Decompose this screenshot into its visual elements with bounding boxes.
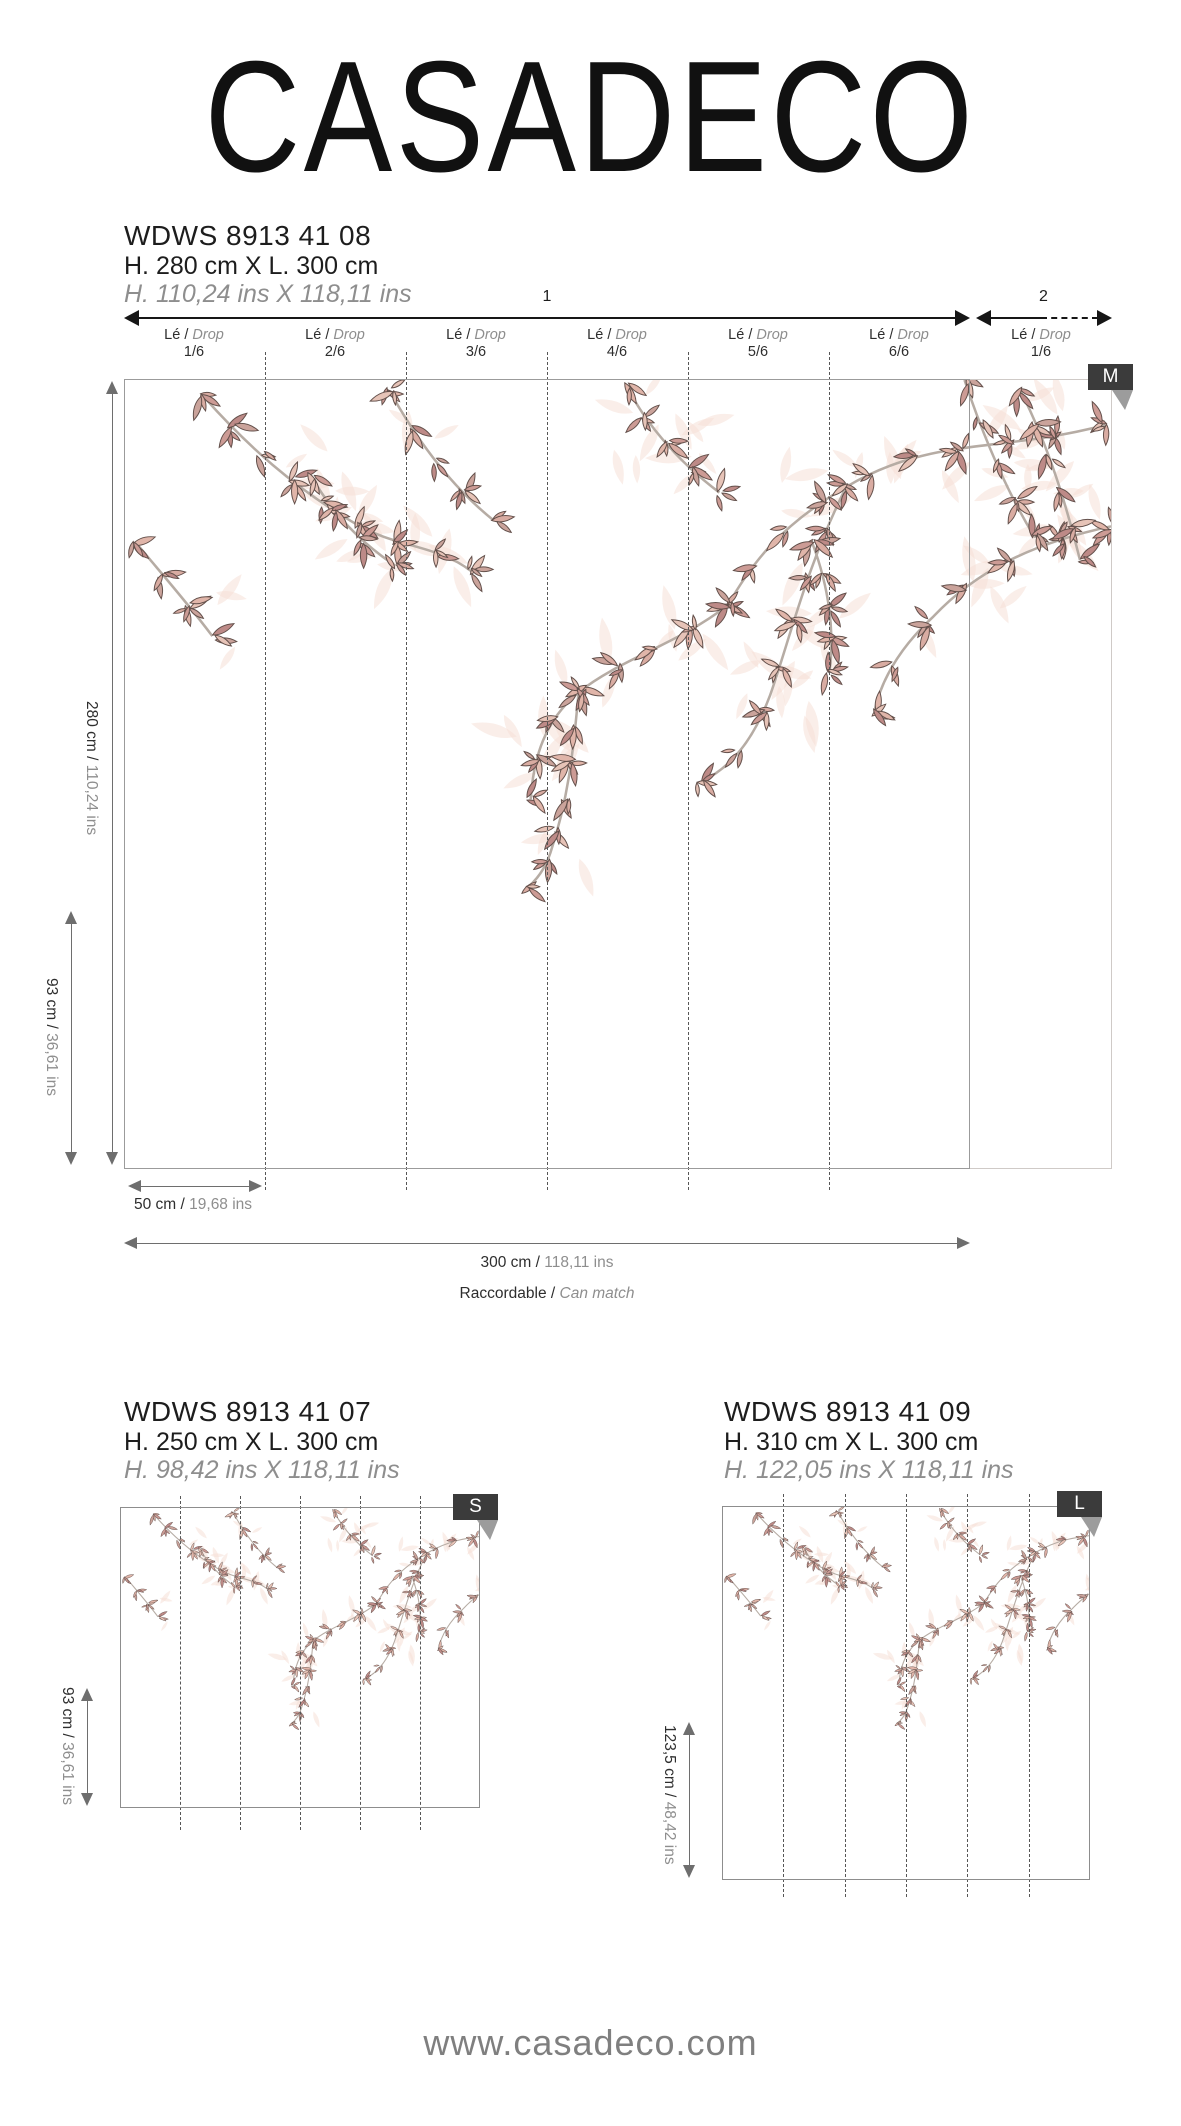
mural-frame-large — [722, 1506, 1090, 1880]
drop-fraction-1: 1/6 — [183, 344, 205, 360]
mural-height-arrow-bottom-icon — [106, 1152, 118, 1165]
size-badge-m: M — [1088, 364, 1133, 390]
drop-fraction-4: 4/6 — [606, 344, 628, 360]
brand-logo-wrap — [0, 29, 1181, 205]
match-note: Raccordable / Can match — [459, 1285, 635, 1302]
size-badge-s: S — [453, 1494, 498, 1520]
drop-fraction-2: 2/6 — [324, 344, 346, 360]
product-size-ins-large: H. 122,05 ins X 118,11 ins — [724, 1456, 1014, 1484]
footer-website: www.casadeco.com — [423, 2022, 758, 2063]
badge-fold-icon — [1112, 390, 1133, 410]
drop-label-1: Lé / Drop 1/6 — [164, 327, 224, 360]
drop-label-2: Lé / Drop 2/6 — [305, 327, 365, 360]
drop-label-3: Lé / Drop 3/6 — [446, 327, 506, 360]
badge-fold-icon — [477, 1520, 498, 1540]
drop-fraction-3: 3/6 — [465, 344, 487, 360]
mural-frame-medium — [124, 379, 970, 1169]
drop-width-label: 50 cm / 19,68 ins — [134, 1196, 253, 1213]
product-size-ins-medium: H. 110,24 ins X 118,11 ins — [124, 280, 412, 308]
brand-logo: CASADECO — [204, 29, 977, 205]
roll-2-arrow-dashed-line — [1041, 317, 1098, 319]
drop-width-arrow-line — [140, 1186, 250, 1187]
product-size-cm-medium: H. 280 cm X L. 300 cm — [124, 252, 379, 280]
plain-height-arrow-line — [71, 923, 72, 1153]
mural-width-arrow-line — [136, 1243, 958, 1244]
product-code-small: WDWS 8913 41 07 — [124, 1396, 372, 1427]
mural-frame-small — [120, 1507, 480, 1808]
mural-height-label: 280 cm / 110,24 ins — [83, 701, 100, 836]
large-plain-height-arrow-line — [689, 1734, 690, 1866]
product-code-medium: WDWS 8913 41 08 — [124, 220, 372, 251]
drop-label-7: Lé / Drop 1/6 — [1011, 327, 1071, 360]
mural-extension-frame — [969, 379, 1112, 1169]
small-plain-height-arrow-bottom-icon — [81, 1793, 93, 1806]
roll-1-label: 1 — [542, 288, 552, 305]
product-code-large: WDWS 8913 41 09 — [724, 1396, 972, 1427]
drop-label-6: Lé / Drop 6/6 — [869, 327, 929, 360]
product-size-cm-small: H. 250 cm X L. 300 cm — [124, 1428, 379, 1456]
large-plain-height-label: 123,5 cm / 48,42 ins — [661, 1725, 678, 1865]
roll-1-arrow-line — [137, 317, 959, 319]
drop-fraction-7: 1/6 — [1030, 344, 1052, 360]
large-plain-height-arrow-bottom-icon — [683, 1865, 695, 1878]
roll-2-arrow-right-icon — [1097, 310, 1112, 326]
mural-width-arrow-right-icon — [957, 1237, 970, 1249]
roll-1-arrow-right-icon — [955, 310, 970, 326]
drop-label-5: Lé / Drop 5/6 — [728, 327, 788, 360]
roll-2-arrow-line — [989, 317, 1041, 319]
product-size-cm-large: H. 310 cm X L. 300 cm — [724, 1428, 979, 1456]
mural-height-arrow-line — [112, 393, 113, 1153]
roll-2-label: 2 — [1039, 288, 1048, 305]
mural-width-label: 300 cm / 118,11 ins — [480, 1254, 614, 1271]
plain-height-label: 93 cm / 36,61 ins — [43, 978, 60, 1097]
drop-width-arrow-right-icon — [249, 1180, 262, 1192]
small-plain-height-label: 93 cm / 36,61 ins — [59, 1687, 76, 1806]
product-size-ins-small: H. 98,42 ins X 118,11 ins — [124, 1456, 400, 1484]
size-badge-l: L — [1057, 1491, 1102, 1517]
drop-label-4: Lé / Drop 4/6 — [587, 327, 647, 360]
drop-fraction-6: 6/6 — [888, 344, 910, 360]
plain-height-arrow-bottom-icon — [65, 1152, 77, 1165]
small-plain-height-arrow-line — [87, 1700, 88, 1794]
drop-fraction-5: 5/6 — [747, 344, 769, 360]
